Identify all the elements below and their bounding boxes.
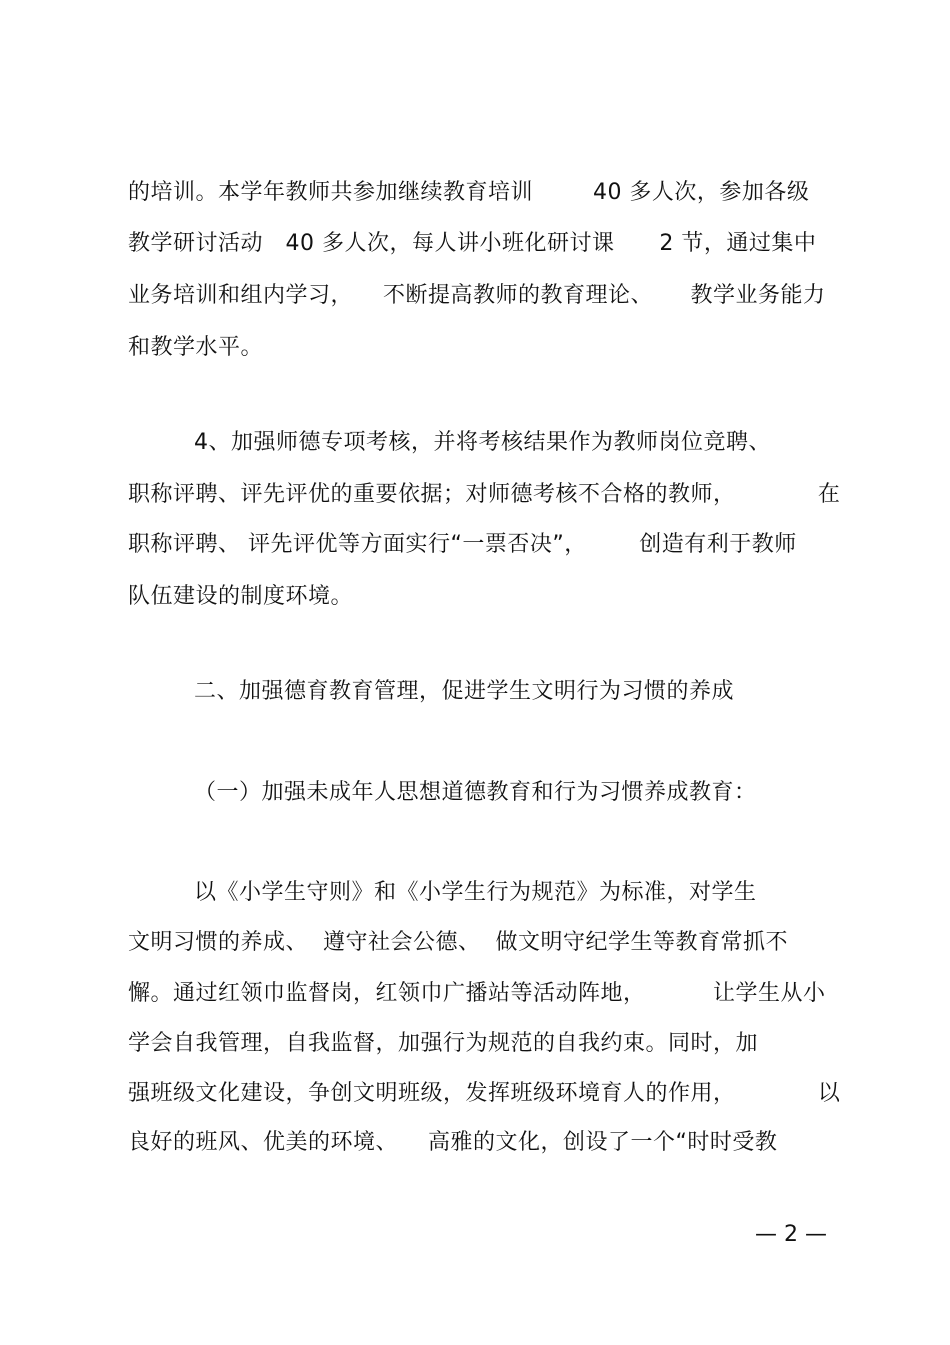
text-line: 文明习惯的养成、 遵守社会公德、 做文明守纪学生等教育常抓不 (128, 930, 788, 955)
text-line: 和教学水平。 (128, 335, 264, 360)
text-line: 的培训。本学年教师共参加继续教育培训 40 多人次，参加各级 (128, 180, 810, 205)
text-line: 职称评聘、 评先评优等方面实行“一票否决”， 创造有利于教师 (128, 532, 797, 557)
text-line: 教学研讨活动 40 多人次，每人讲小班化研讨课 2 节，通过集中 (128, 231, 817, 256)
section-heading: 二、加强德育教育管理，促进学生文明行为习惯的养成 (194, 679, 735, 704)
subsection-heading: （一）加强未成年人思想道德教育和行为习惯养成教育： (194, 780, 757, 805)
text-line: 队伍建设的制度环境。 (128, 584, 354, 609)
text-line: 懈。通过红领巾监督岗，红领巾广播站等活动阵地， 让学生从小 (128, 981, 826, 1006)
paragraph-heading: 4、加强师德专项考核，并将考核结果作为教师岗位竞聘、 (194, 430, 771, 455)
page-number: — 2 — (755, 1222, 827, 1247)
text-line: 业务培训和组内学习， 不断提高教师的教育理论、 教学业务能力 (128, 283, 826, 308)
text-line: 良好的班风、优美的环境、 高雅的文化，创设了一个“时时受教 (128, 1130, 778, 1155)
text-line: 强班级文化建设，争创文明班级，发挥班级环境育人的作用， 以 (128, 1081, 841, 1106)
text-line: 学会自我管理，自我监督，加强行为规范的自我约束。同时，加 (128, 1031, 759, 1056)
text-line: 职称评聘、评先评优的重要依据；对师德考核不合格的教师， 在 (128, 482, 841, 507)
paragraph-first-line: 以《小学生守则》和《小学生行为规范》为标准，对学生 (194, 880, 757, 905)
